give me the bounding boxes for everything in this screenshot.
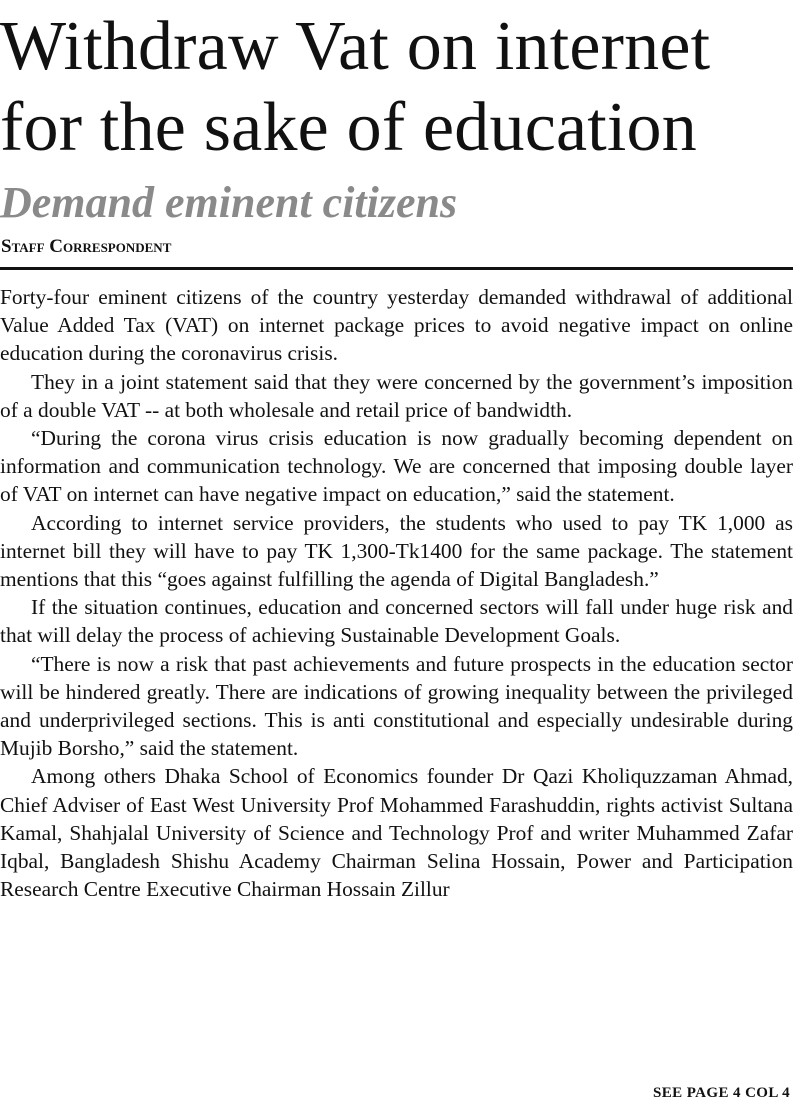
headline-line-1: Withdraw Vat on internet: [0, 8, 711, 85]
byline-divider: [0, 267, 793, 270]
body-paragraph: “There is now a risk that past achievements and future prospects in the education sector will be hindered greatly. There are indications of growing inequality between the privileged and underprivileged sections. This is anti constitutional and especially undesirable during Mujib Borsho,” said the statement.: [0, 651, 793, 761]
body-paragraph: They in a joint statement said that they were concerned by the government’s imposition of a double VAT -- at both wholesale and retail price of bandwidth.: [0, 369, 793, 422]
body-paragraph: According to internet service providers, the students who used to pay TK 1,000 as internet bill they will have to pay TK 1,300-Tk1400 for the same package. The statement mentions that this “goes against fulfilling the agenda of Digital Bangladesh.”: [0, 510, 793, 592]
headline: [0, 6, 793, 168]
body-paragraph: “During the corona virus crisis education is now gradually becoming dependent on information and communication technology. We are concerned that imposing double layer of VAT on internet can have negative impact on education,” said the statement.: [0, 426, 793, 507]
continuation-note: SEE PAGE 4 COL 4: [653, 1085, 790, 1101]
body-paragraph: If the situation continues, education and concerned sectors will fall under huge risk and that will delay the process of achieving Sustainable Development Goals.: [0, 595, 793, 648]
body-paragraph: Among others Dhaka School of Economics founder Dr Qazi Kholiquzzaman Ahmad, Chief Adviser of East West University Prof Mohammed Farashuddin, rights activist Sultana Kamal, Shahjalal University of Science and Technology Prof and writer Muhammed Zafar Iqbal, Bangladesh Shishu Academy Chairman Selina Hossain, Power and Participation Research Centre Executive Chairman Hossain Zillur: [0, 764, 793, 902]
body-paragraph: Forty-four eminent citizens of the country yesterday demanded withdrawal of additional Value Added Tax (VAT) on internet package prices to avoid negative impact on online education during the coronavirus crisis.: [0, 285, 793, 366]
byline: Staff Correspondent: [1, 236, 172, 257]
article-body: [0, 283, 793, 903]
headline-line-2: for the sake of education: [0, 89, 697, 166]
subheadline: Demand eminent citizens: [0, 178, 458, 227]
